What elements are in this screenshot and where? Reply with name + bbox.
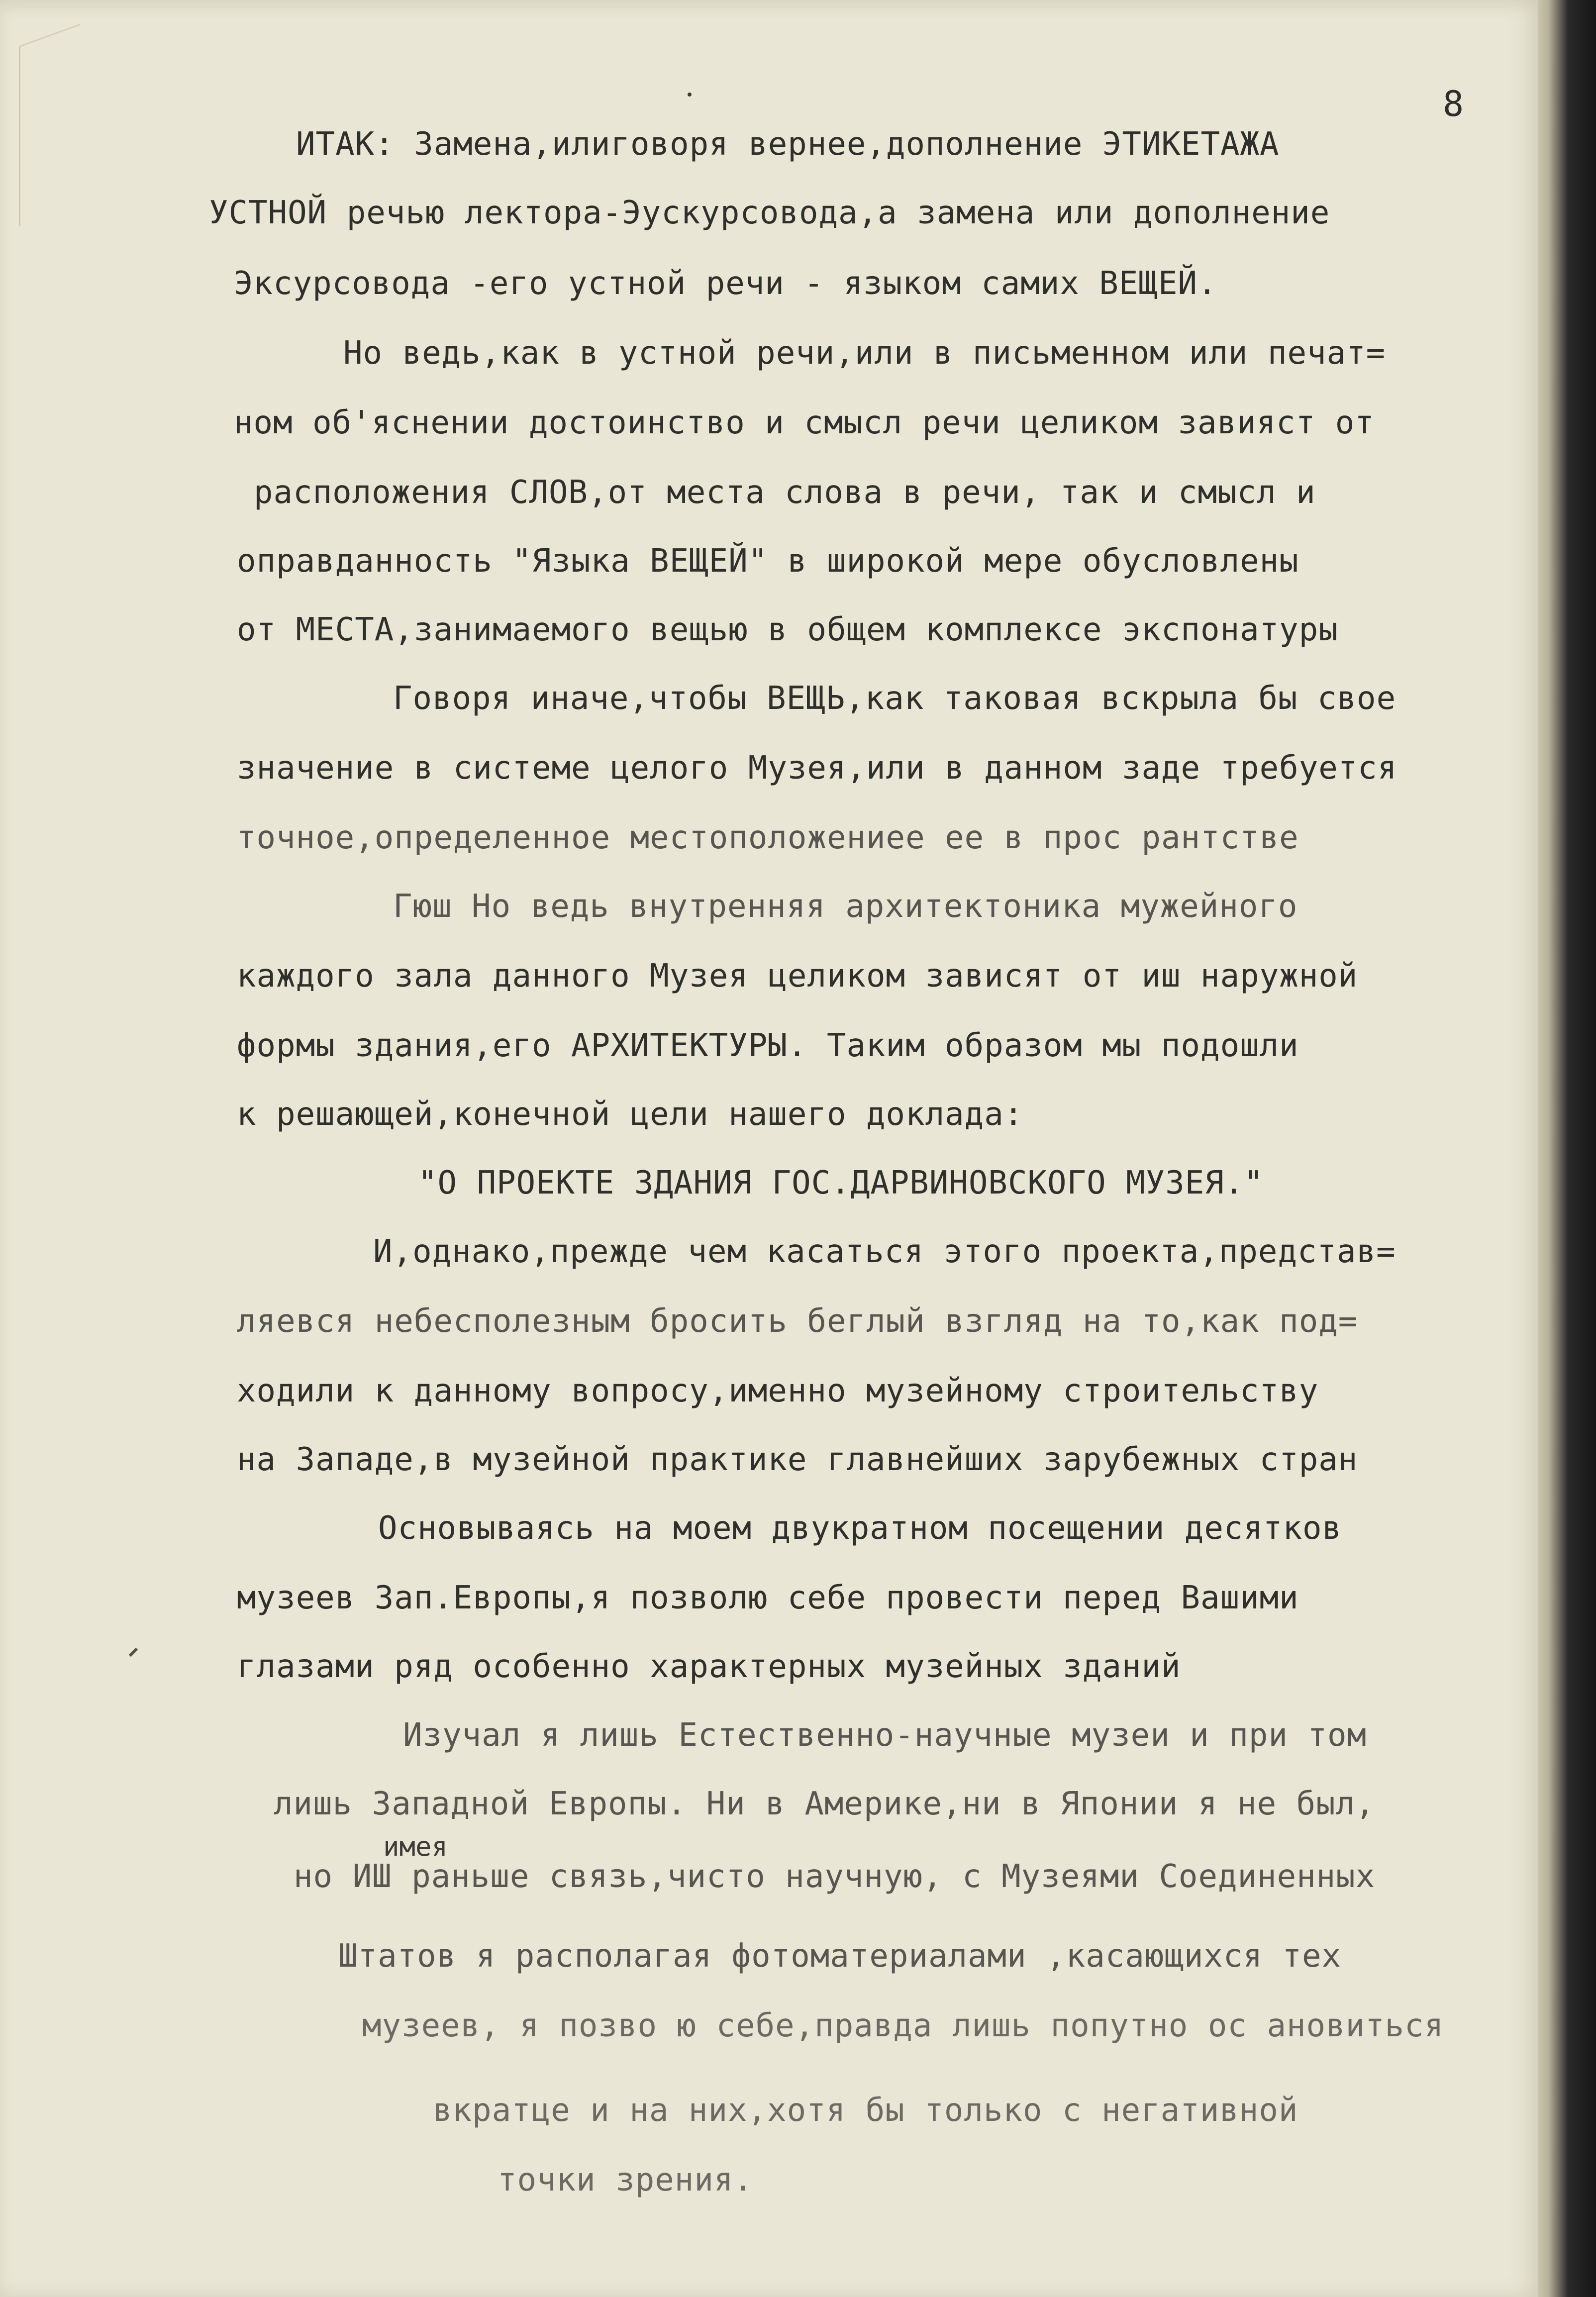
text-line: И,однако,прежде чем касаться этого проекта,представ=: [373, 1233, 1396, 1270]
text-line: ляевся небесполезным бросить беглый взгляд на то,как под=: [237, 1303, 1358, 1340]
ink-mark: [129, 1648, 138, 1657]
text-line: музеев Зап.Европы,я позволю себе провести перед Вашими: [237, 1580, 1299, 1616]
text-line: ИТАК: Замена,илиговоря вернее,дополнение ЭТИКЕТАЖА: [296, 126, 1280, 163]
text-line: Изучал я лишь Естественно-научные музеи и при том: [403, 1717, 1367, 1754]
text-line: точное,определенное местоположениее ее в прос рантстве: [237, 819, 1299, 856]
text-line: Основываясь на моем двукратном посещении десятков: [378, 1510, 1342, 1547]
text-line: музеев, я позво ю себе,правда лишь попутно ос ановиться: [362, 2007, 1444, 2044]
text-line: оправданность "Языка ВЕЩЕЙ" в широкой мере обусловлены: [237, 543, 1299, 580]
text-line: от МЕСТА,занимаемого вещью в общем комплексе экспонатуры: [237, 611, 1338, 648]
text-line: каждого зала данного Музея целиком зависят от иш наружной: [237, 958, 1358, 995]
text-line: ном об'яснении достоинство и смысл речи целиком завияст от: [234, 404, 1375, 441]
text-line: к решающей,конечной цели нашего доклада:: [237, 1096, 1024, 1133]
text-line: точки зрения.: [498, 2162, 753, 2198]
text-line: лишь Западной Европы. Ни в Америке,ни в Японии я не был,: [274, 1786, 1375, 1822]
text-line: УСТНОЙ речью лектора-Эускурсовода,а замена или дополнение: [209, 195, 1330, 231]
text-line: но ИШ раньше связь,чисто научную, с Музеями Соединенных: [294, 1858, 1376, 1895]
text-line: формы здания,его АРХИТЕКТУРЫ. Таким образом мы подошли: [237, 1027, 1299, 1064]
text-line: глазами ряд особенно характерных музейных зданий: [237, 1648, 1181, 1685]
page-number: 8: [1443, 84, 1464, 124]
text-line: Эксурсовода -его устной речи - языком самих ВЕЩЕЙ.: [234, 265, 1217, 302]
scan-background: [1538, 0, 1596, 2297]
text-line: на Западе,в музейной практике главнейших зарубежных стран: [237, 1441, 1358, 1478]
ink-dot: [688, 93, 692, 97]
text-line: Но ведь,как в устной речи,или в письменном или печат=: [343, 335, 1386, 372]
text-line: "О ПРОЕКТЕ ЗДАНИЯ ГОС.ДАРВИНОВСКОГО МУЗЕЯ.": [418, 1165, 1264, 1201]
interlinear-insertion: имея: [383, 1831, 448, 1862]
text-line: расположения СЛОВ,от места слова в речи, так и смысл и: [254, 474, 1316, 511]
text-line: Гюш Но ведь внутренняя архитектоника мужейного: [393, 888, 1298, 925]
text-line: Штатов я располагая фотоматериалами ,касающихся тех: [338, 1938, 1342, 1975]
fold-mark: [19, 24, 80, 227]
text-line: Говоря иначе,чтобы ВЕЩЬ,как таковая вскрыла бы свое: [393, 680, 1396, 717]
text-line: ходили к данному вопросу,именно музейному строительству: [237, 1373, 1319, 1409]
text-line: значение в системе целого Музея,или в данном заде требуется: [237, 750, 1397, 787]
text-line: вкратце и на них,хотя бы только с негативной: [433, 2092, 1298, 2129]
